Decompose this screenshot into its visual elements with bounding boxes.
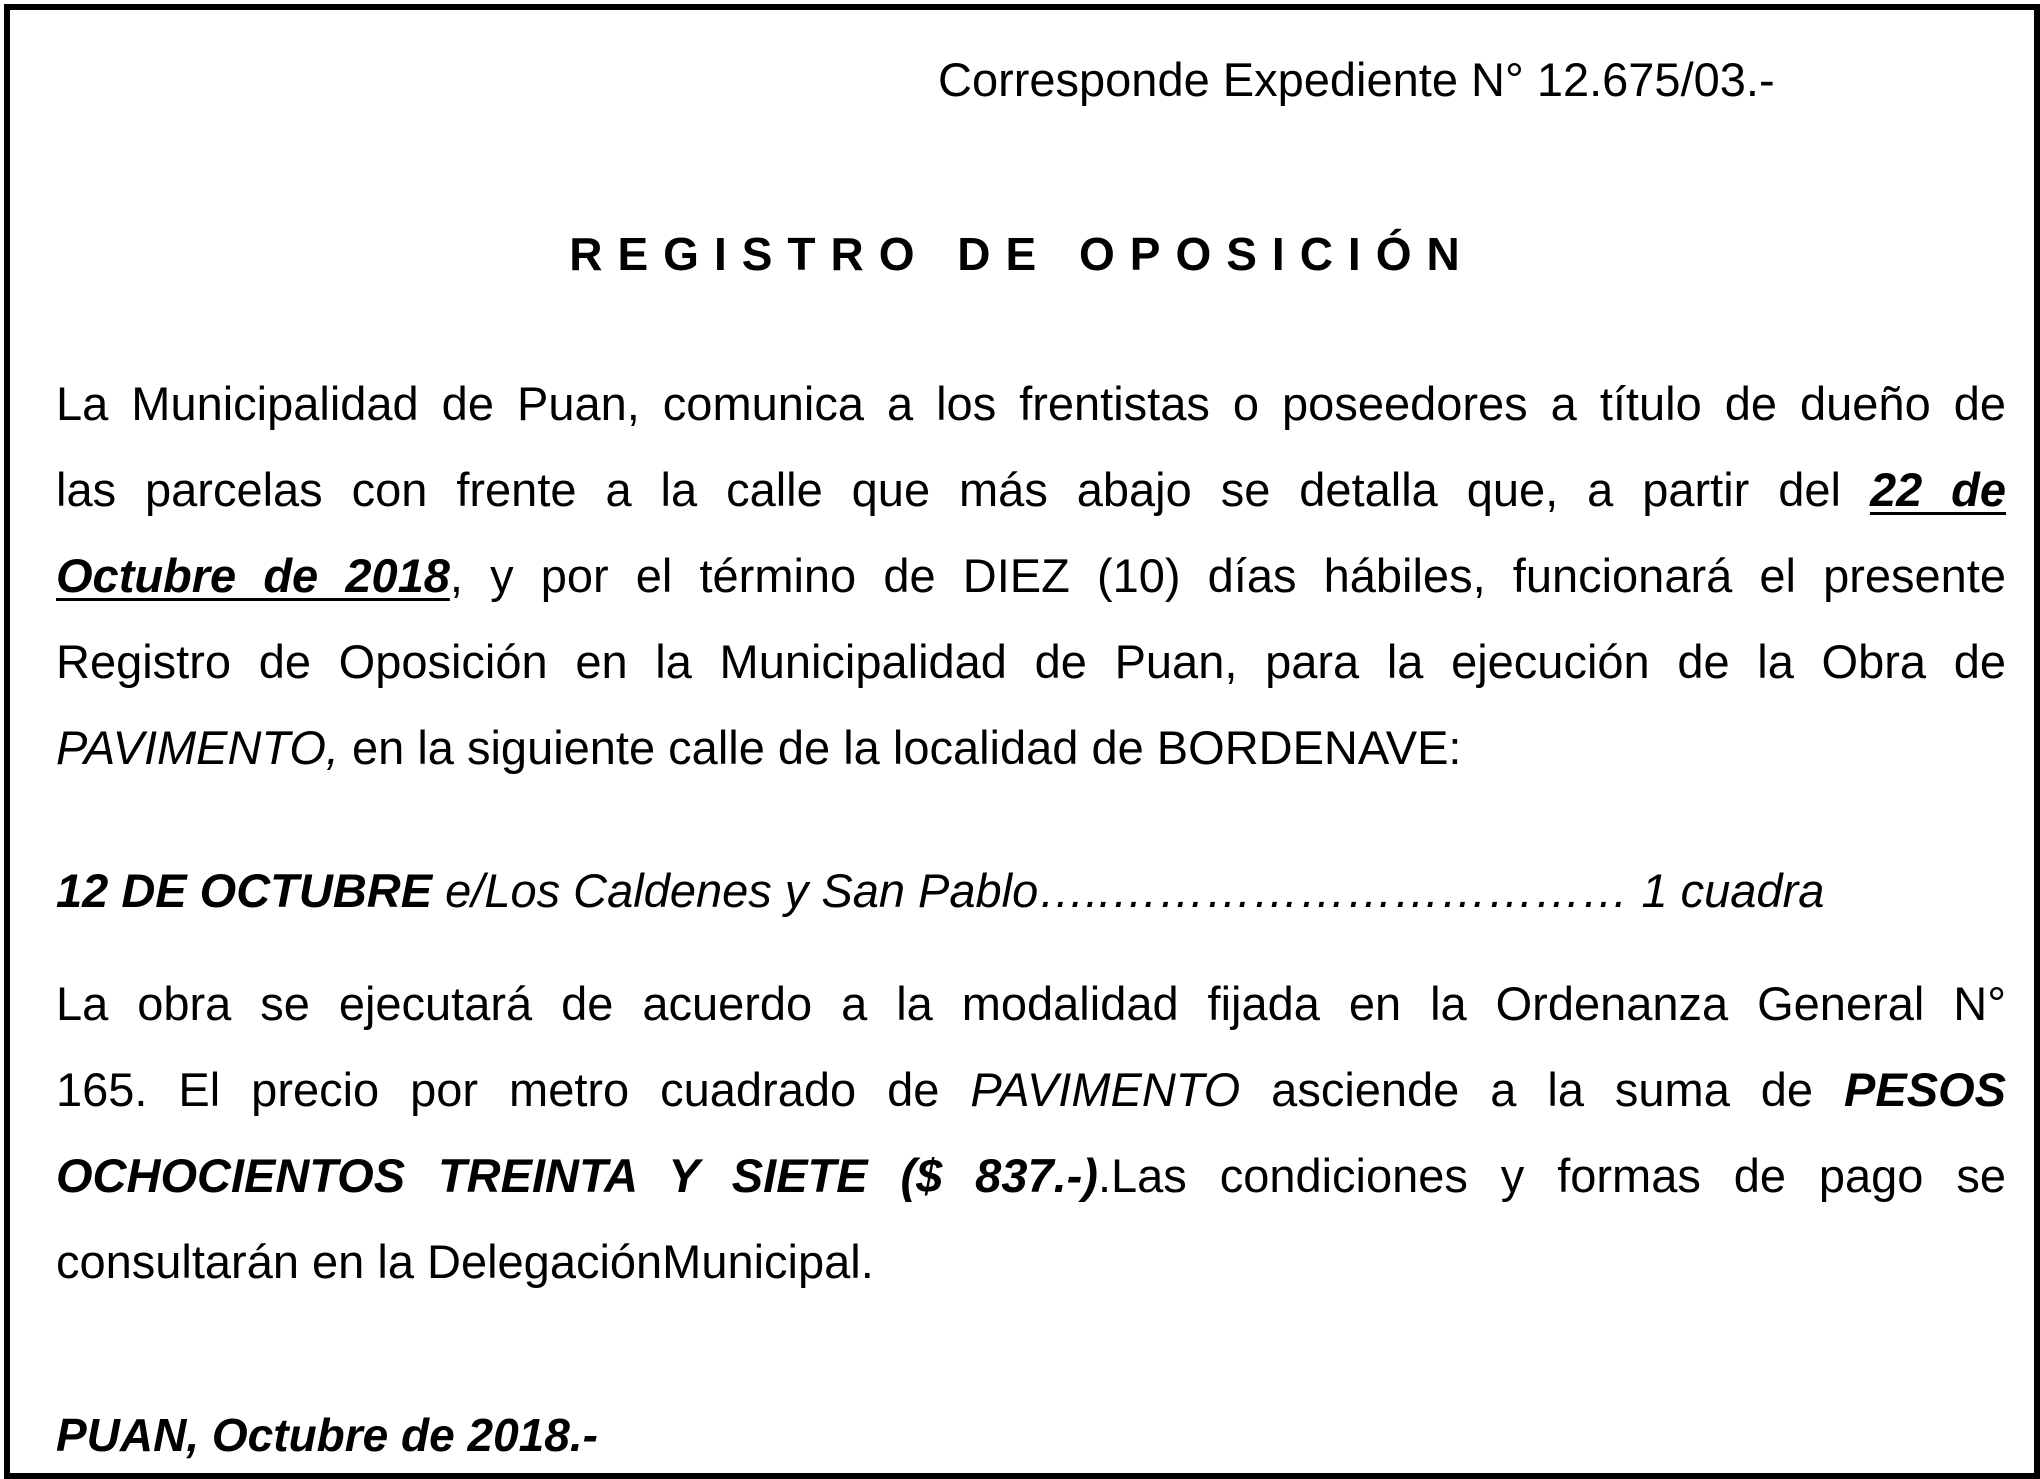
paragraph-line [56, 1133, 2006, 1219]
street-detail [56, 848, 1926, 934]
paragraph-text: asciende a la suma de [1240, 1063, 1845, 1116]
announcement-paragraph [56, 361, 2006, 791]
paragraph-line: La Municipalidad de Puan, comunica a los frentistas o poseedores a título de dueño de [56, 377, 2006, 430]
price-paragraph [56, 961, 2006, 1305]
document-title: REGISTRO DE OPOSICIÓN [569, 228, 1475, 280]
paragraph-text: en la siguiente calle de la localidad de BORDENAVE: [338, 721, 1462, 774]
paragraph-text: las parcelas con frente a la calle que más abajo se detalla que, a partir del [56, 463, 1841, 516]
street-quantity: 1 cuadra [1628, 864, 1825, 917]
paragraph-line [56, 533, 2006, 619]
paragraph-text: 165. El precio por metro cuadrado de [56, 1063, 971, 1116]
expediente-reference: Corresponde Expediente N° 12.675/03.- [938, 53, 1775, 106]
work-type: PAVIMENTO, [56, 721, 339, 774]
paragraph-line [56, 705, 2006, 791]
paragraph-line: Registro de Oposición en la Municipalidad de Puan, para la ejecución de la Obra de [56, 635, 2006, 688]
signoff-place-date: PUAN, Octubre de 2018.- [56, 1409, 598, 1461]
start-date-part2: Octubre de 2018 [56, 549, 450, 602]
work-type: PAVIMENTO [970, 1063, 1241, 1116]
paragraph-text: , y por el término de DIEZ (10) días hábiles, funcionará el presente [449, 549, 2006, 602]
paragraph-line [56, 1047, 2006, 1133]
start-date-part1: 22 de [1869, 463, 2007, 516]
document-frame [4, 4, 2040, 1479]
paragraph-text: .Las condiciones y formas de pago se [1097, 1149, 2006, 1202]
paragraph-line: consultarán en la DelegaciónMunicipal. [56, 1235, 874, 1288]
leader-dots: …..…………………………… [1038, 864, 1629, 917]
price-amount-part1: PESOS [1844, 1063, 2006, 1116]
street-name: 12 DE OCTUBRE [56, 864, 433, 917]
price-amount-part2: OCHOCIENTOS TREINTA Y SIETE ($ 837.-) [56, 1149, 1098, 1202]
street-between: e/Los Caldenes y San Pablo [432, 864, 1039, 917]
paragraph-line: La obra se ejecutará de acuerdo a la modalidad fijada en la Ordenanza General N° [56, 977, 2006, 1030]
document-page [10, 10, 2034, 1473]
paragraph-line [56, 447, 2006, 533]
